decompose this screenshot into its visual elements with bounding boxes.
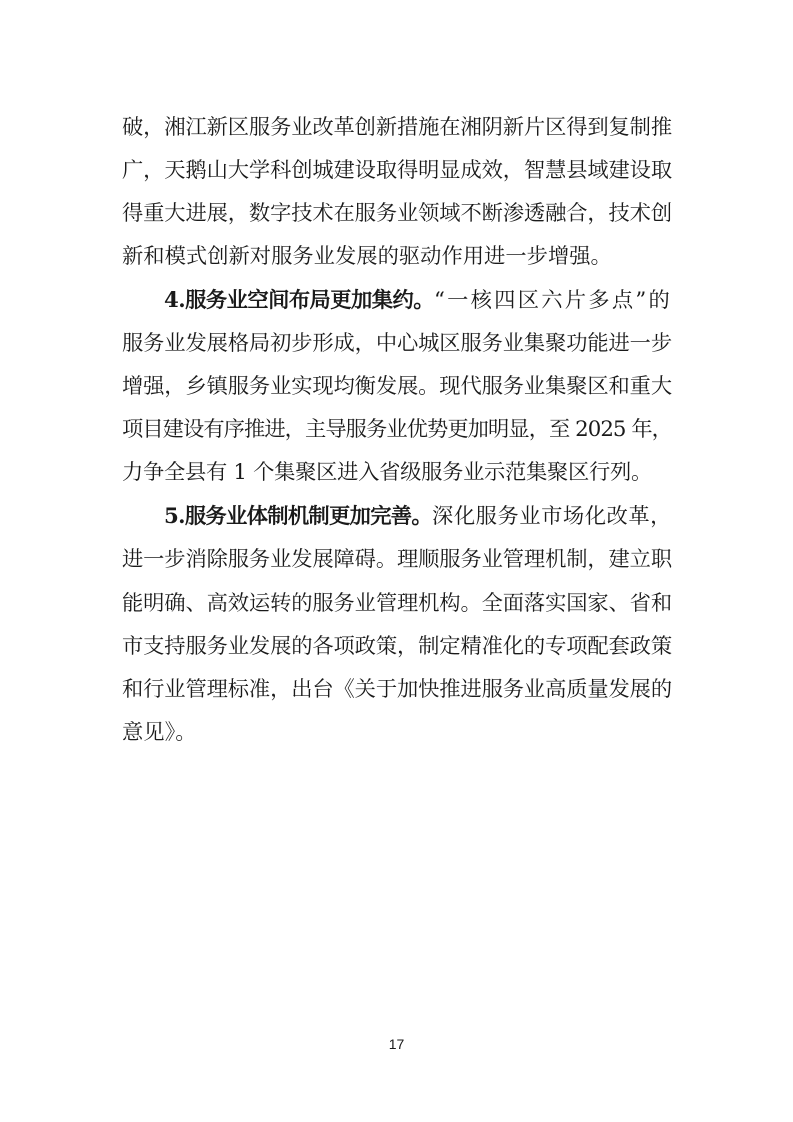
line-text: 新和模式创新对服务业发展的驱动作用进一步增强。 xyxy=(122,244,612,269)
line-text: 增强，乡镇服务业实现均衡发展。现代服务业集聚区和重大 xyxy=(122,374,672,399)
line-text: 深化服务业市场化改革， xyxy=(432,504,672,529)
text-line xyxy=(0,237,793,277)
text-line xyxy=(0,584,793,624)
line-text: 意见》。 xyxy=(122,720,197,745)
section-heading: 4.服务业空间布局更加集约。 xyxy=(164,288,434,313)
text-line xyxy=(0,367,793,407)
text-line xyxy=(0,540,793,580)
line-text: 项目建设有序推进，主导服务业优势更加明显，至 2025 年， xyxy=(122,417,672,442)
line-text: 广，天鹅山大学科创城建设取得明显成效，智慧县域建设取 xyxy=(122,158,672,183)
text-line xyxy=(0,410,793,450)
line-text: 进一步消除服务业发展障碍。理顺服务业管理机制，建立职 xyxy=(122,547,672,572)
text-line xyxy=(0,453,793,493)
text-line xyxy=(0,194,793,234)
line-text: 服务业发展格局初步形成，中心城区服务业集聚功能进一步 xyxy=(122,331,672,356)
line-text: 市支持服务业发展的各项政策，制定精准化的专项配套政策 xyxy=(122,634,672,659)
text-line xyxy=(0,281,793,321)
section-heading: 5.服务业体制机制更加完善。 xyxy=(164,504,432,529)
line-text: 得重大进展，数字技术在服务业领域不断渗透融合，技术创 xyxy=(122,201,672,226)
line-text: 能明确、高效运转的服务业管理机构。全面落实国家、省和 xyxy=(122,591,672,616)
line-text: 和行业管理标准，出台《关于加快推进服务业高质量发展的 xyxy=(122,677,672,702)
line-text: 破，湘江新区服务业改革创新措施在湘阴新片区得到复制推 xyxy=(122,115,672,140)
text-line xyxy=(0,108,793,148)
text-line xyxy=(0,151,793,191)
line-text: “一核四区六片多点”的 xyxy=(434,288,672,313)
line-text: 力争全县有 1 个集聚区进入省级服务业示范集聚区行列。 xyxy=(122,460,652,485)
text-line xyxy=(0,670,793,710)
page-number: 17 xyxy=(388,1036,405,1052)
text-line xyxy=(0,627,793,667)
text-line xyxy=(0,324,793,364)
text-line xyxy=(0,713,793,753)
text-line xyxy=(0,497,793,537)
